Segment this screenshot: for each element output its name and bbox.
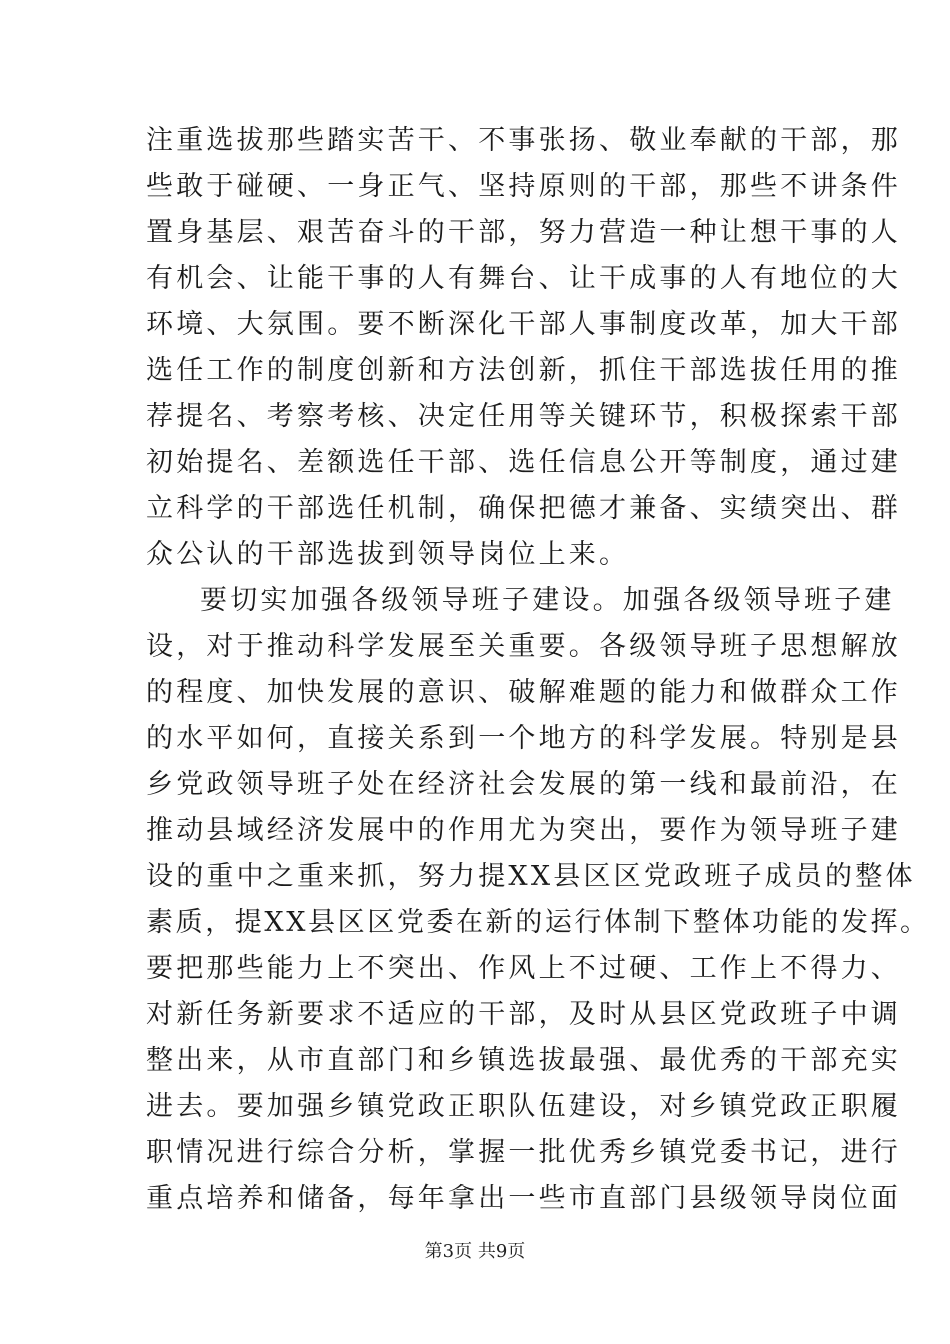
text-line: 有机会、让能干事的人有舞台、让干成事的人有地位的大 [146, 263, 901, 294]
text-line: 设的重中之重来抓，努力提XX县区区党政班子成员的整体 [146, 861, 916, 892]
text-line: 设，对于推动科学发展至关重要。各级领导班子思想解放 [146, 631, 901, 662]
text-line: 进去。要加强乡镇党政正职队伍建设，对乡镇党政正职履 [146, 1091, 901, 1122]
text-line: 的水平如何，直接关系到一个地方的科学发展。特别是县 [146, 723, 901, 754]
text-line: 众公认的干部选拔到领导岗位上来。 [146, 539, 630, 570]
text-line: 初始提名、差额选任干部、选任信息公开等制度，通过建 [146, 447, 901, 478]
text-line: 选任工作的制度创新和方法创新，抓住干部选拔任用的推 [146, 355, 901, 386]
text-line: 环境、大氛围。要不断深化干部人事制度改革，加大干部 [146, 309, 901, 340]
text-line: 素质，提XX县区区党委在新的运行体制下整体功能的发挥。 [146, 907, 930, 938]
text-line: 荐提名、考察考核、决定任用等关键环节，积极探索干部 [146, 401, 901, 432]
text-line: 些敢于碰硬、一身正气、坚持原则的干部，那些不讲条件 [146, 171, 901, 202]
text-line: 乡党政领导班子处在经济社会发展的第一线和最前沿，在 [146, 769, 901, 800]
page-number-footer: 第3页 共9页 [424, 1241, 526, 1262]
text-line: 要把那些能力上不突出、作风上不过硬、工作上不得力、 [146, 953, 901, 984]
text-line: 重点培养和储备，每年拿出一些市直部门县级领导岗位面 [146, 1183, 901, 1214]
text-line: 置身基层、艰苦奋斗的干部，努力营造一种让想干事的人 [146, 217, 901, 248]
text-line: 注重选拔那些踏实苦干、不事张扬、敬业奉献的干部，那 [146, 125, 901, 156]
text-line: 推动县域经济发展中的作用尤为突出，要作为领导班子建 [146, 815, 901, 846]
text-line: 的程度、加快发展的意识、破解难题的能力和做群众工作 [146, 677, 901, 708]
text-line: 立科学的干部选任机制，确保把德才兼备、实绩突出、群 [146, 493, 901, 524]
text-line: 职情况进行综合分析，掌握一批优秀乡镇党委书记，进行 [146, 1137, 901, 1168]
text-line: 对新任务新要求不适应的干部，及时从县区党政班子中调 [146, 999, 901, 1030]
paragraph-first-line: 要切实加强各级领导班子建设。加强各级领导班子建 [200, 585, 895, 616]
text-line: 整出来，从市直部门和乡镇选拔最强、最优秀的干部充实 [146, 1045, 901, 1076]
